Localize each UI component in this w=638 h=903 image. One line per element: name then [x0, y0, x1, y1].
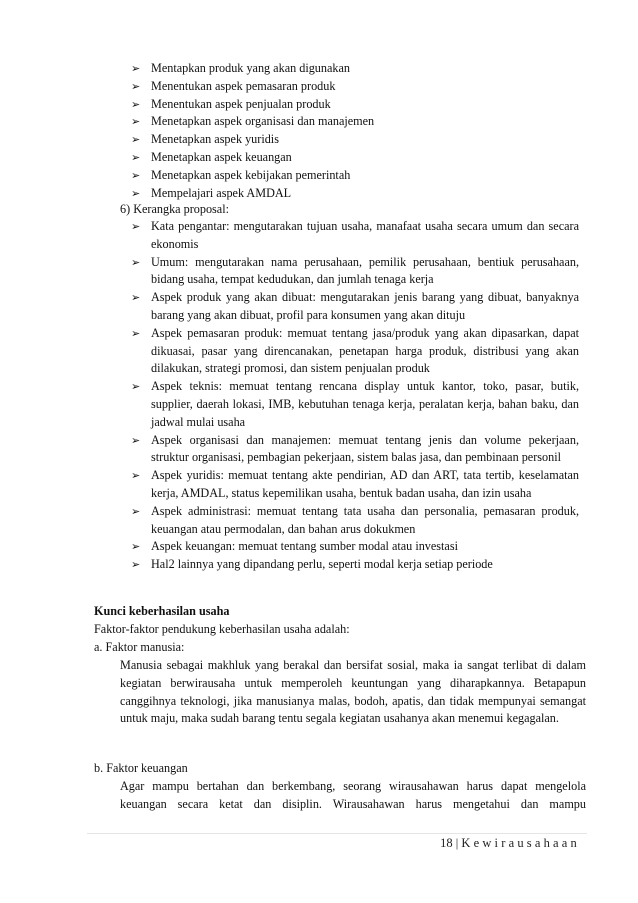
list-item-text: Hal2 lainnya yang dipandang perlu, seperti modal kerja setiap periode: [151, 557, 493, 572]
list-item-text: Mentapkan produk yang akan digunakan: [151, 61, 351, 75]
list-item: [131, 254, 579, 290]
arrow-bullet-icon: ➢: [131, 504, 141, 518]
faktor-b-paragraph: Agar mampu bertahan dan berkembang, seorang wirausahawan harus dapat mengelola keuangan secara ketat dan disiplin. Wirausahawan harus mengetahui dan mampu: [120, 779, 586, 811]
list-item-text: Umum: mengutarakan nama perusahaan, pemilik perusahaan, bentiuk perusahaan, bidang usaha, tempat kedudukan, dan jumlah tenaga kerja: [151, 254, 579, 287]
list-item: [131, 467, 579, 503]
list-item: [131, 503, 579, 539]
list-item-text: Aspek administrasi: memuat tentang tata usaha dan personalia, pemasaran produk, keuangan atau permodalan, dan bahan arus dokukmen: [151, 503, 579, 536]
arrow-bullet-icon: ➢: [131, 255, 141, 269]
list-item-text: Menetapkan aspek organisasi dan manajemen: [151, 114, 375, 129]
arrow-bullet-icon: ➢: [131, 133, 141, 147]
list-item: [131, 218, 579, 254]
list-item-text: Aspek keuangan: memuat tentang sumber modal atau investasi: [151, 539, 458, 554]
list-item: [131, 289, 579, 325]
arrow-bullet-icon: ➢: [131, 115, 141, 129]
kerangka-heading: 6) Kerangka proposal:: [120, 202, 229, 216]
list-item-text: Aspek teknis: memuat tentang rencana display untuk kantor, toko, pasar, butik, supplier, daerah lokasi, IMB, kebutuhan tenaga kerja, peralatan kerja, bahan baku, dan jadwal mulai usaha: [151, 379, 579, 429]
list-item: [131, 96, 591, 114]
list-item: [131, 60, 591, 78]
arrow-bullet-icon: ➢: [131, 150, 141, 164]
arrow-bullet-icon: ➢: [131, 97, 141, 111]
section-intro: Faktor-faktor pendukung keberhasilan usaha adalah:: [94, 622, 350, 636]
list-item: [131, 378, 579, 431]
list-item-text: Mempelajari aspek AMDAL: [151, 185, 292, 200]
arrow-bullet-icon: ➢: [131, 220, 141, 233]
list-item-text: Menetapkan aspek keuangan: [151, 149, 292, 164]
footer-brand: Kewirausahaan: [461, 836, 580, 850]
arrow-bullet-icon: ➢: [131, 79, 141, 93]
list-item: [131, 167, 591, 185]
footer-separator: |: [455, 836, 459, 850]
kerangka-list: [131, 218, 579, 574]
list-item: [131, 131, 591, 149]
arrow-bullet-icon: ➢: [131, 433, 141, 447]
arrow-bullet-icon: ➢: [131, 469, 141, 483]
list-item: [131, 556, 579, 574]
list-item: [131, 78, 591, 96]
arrow-bullet-icon: ➢: [131, 326, 141, 340]
faktor-b-title: b. Faktor keuangan: [94, 761, 188, 775]
faktor-a-paragraph: Manusia sebagai makhluk yang berakal dan bersifat sosial, maka ia sangat terlibat di dalam kegiatan berwirausaha untuk memperoleh keuntungan yang diharapkannya. Betapapun canggihnya teknologi, jika manusianya malas, bodoh, apatis, dan tidak mempunyai semangat untuk maju, maka sudah barang tentu segala kegiatan usahanya akan menemui kegagalan.: [120, 658, 586, 726]
list-item-text: Aspek pemasaran produk: memuat tentang jasa/produk yang akan dipasarkan, dapat dikuasai, pasar yang direncanakan, penetapan harga produk, distribusi yang akan dilakukan, strategi promosi, dan sistem penjualan produk: [151, 325, 579, 376]
list-item-text: Menetapkan aspek yuridis: [151, 132, 279, 147]
page-number: 18: [440, 836, 453, 850]
arrow-bullet-icon: ➢: [131, 62, 141, 75]
list-item-text: Menentukan aspek penjualan produk: [151, 96, 331, 111]
footer-divider: [87, 833, 587, 834]
list-item: [131, 538, 579, 556]
arrow-bullet-icon: ➢: [131, 186, 141, 200]
arrow-bullet-icon: ➢: [131, 380, 141, 394]
list-item-text: Menentukan aspek pemasaran produk: [151, 78, 336, 93]
list-item-text: Kata pengantar: mengutarakan tujuan usaha, manafaat usaha secara umum dan secara ekonomis: [151, 219, 579, 251]
list-item: [131, 325, 579, 378]
list-item: [131, 149, 591, 167]
page-footer: [440, 836, 580, 851]
section-title: Kunci keberhasilan usaha: [94, 604, 230, 618]
list-item-text: Aspek produk yang akan dibuat: mengutarakan jenis barang yang dibuat, banyaknya barang yang akan dibuat, profil para konsumen yang akan dituju: [151, 290, 579, 322]
arrow-bullet-icon: ➢: [131, 558, 141, 572]
list-item: [131, 432, 579, 468]
list-item: [131, 185, 591, 203]
list-item-text: Aspek yuridis: memuat tentang akte pendirian, AD dan ART, tata tertib, keselamatan kerja, AMDAL, status kepemilikan usaha, bentuk badan usaha, dan izin usaha: [151, 468, 579, 500]
list-item-text: Menetapkan aspek kebijakan pemerintah: [151, 167, 351, 182]
arrow-bullet-icon: ➢: [131, 540, 141, 554]
list-item: [131, 113, 591, 131]
faktor-a-title: a. Faktor manusia:: [94, 640, 185, 654]
arrow-bullet-icon: ➢: [131, 291, 141, 305]
list-item-text: Aspek organisasi dan manajemen: memuat tentang jenis dan volume pekerjaan, struktur organisasi, pembagian pekerjaan, sistem balas jasa, dan pembinaan personil: [151, 432, 579, 465]
arrow-bullet-icon: ➢: [131, 168, 141, 182]
aspect-list: [131, 60, 591, 202]
